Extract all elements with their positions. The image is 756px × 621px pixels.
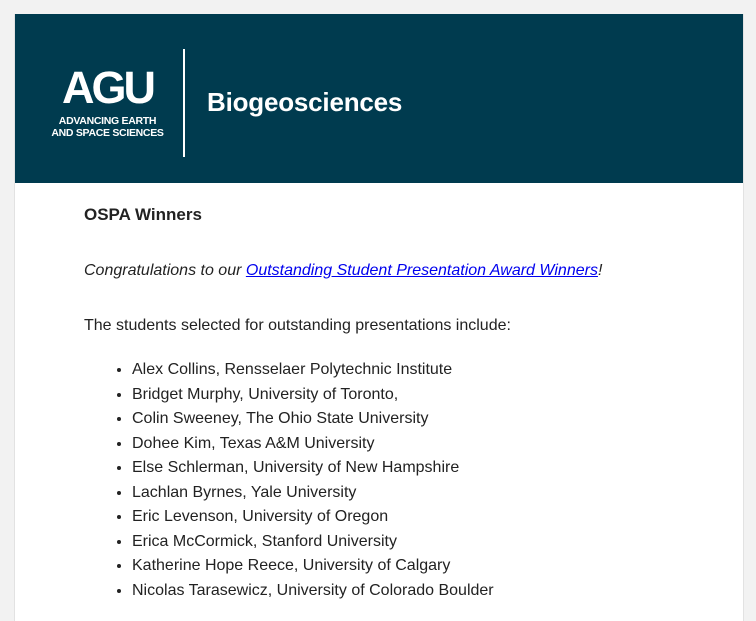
list-item: • Else Schlerman, University of New Hampshire	[132, 457, 494, 482]
header-banner	[15, 14, 743, 183]
logo-divider	[183, 49, 185, 157]
logo-tagline-line2: AND SPACE SCIENCES	[51, 127, 164, 139]
list-item: • Lachlan Byrnes, Yale University	[132, 482, 494, 507]
list-item: • Dohee Kim, Texas A&M University	[132, 433, 494, 458]
article-heading: OSPA Winners	[84, 205, 202, 224]
list-item: • Nicolas Tarasewicz, University of Colorado Boulder	[132, 580, 494, 605]
intro-text: The students selected for outstanding presentations include:	[84, 317, 511, 334]
ospa-winners-link[interactable]: Outstanding Student Presentation Award Winners	[245, 262, 598, 279]
logo-tagline-line1: ADVANCING EARTH	[58, 115, 157, 127]
list-item: • Eric Levenson, University of Oregon	[132, 506, 494, 531]
congrats-suffix: !	[597, 262, 603, 279]
winners-list	[84, 359, 494, 604]
section-name: Biogeosciences	[207, 87, 403, 117]
logo-mark: AGU	[62, 62, 153, 113]
congrats-text	[84, 260, 602, 282]
list-item: • Erica McCormick, Stanford University	[132, 531, 494, 556]
list-item: • Katherine Hope Reece, University of Calgary	[132, 555, 494, 580]
logo-tagline	[45, 115, 170, 139]
congrats-prefix: Congratulations to our	[84, 262, 246, 279]
agu-logo	[45, 62, 170, 145]
list-item: • Alex Collins, Rensselaer Polytechnic Institute	[132, 359, 494, 384]
email-body	[14, 14, 744, 621]
list-item: • Bridget Murphy, University of Toronto,	[132, 384, 494, 409]
list-item: • Colin Sweeney, The Ohio State University	[132, 408, 494, 433]
